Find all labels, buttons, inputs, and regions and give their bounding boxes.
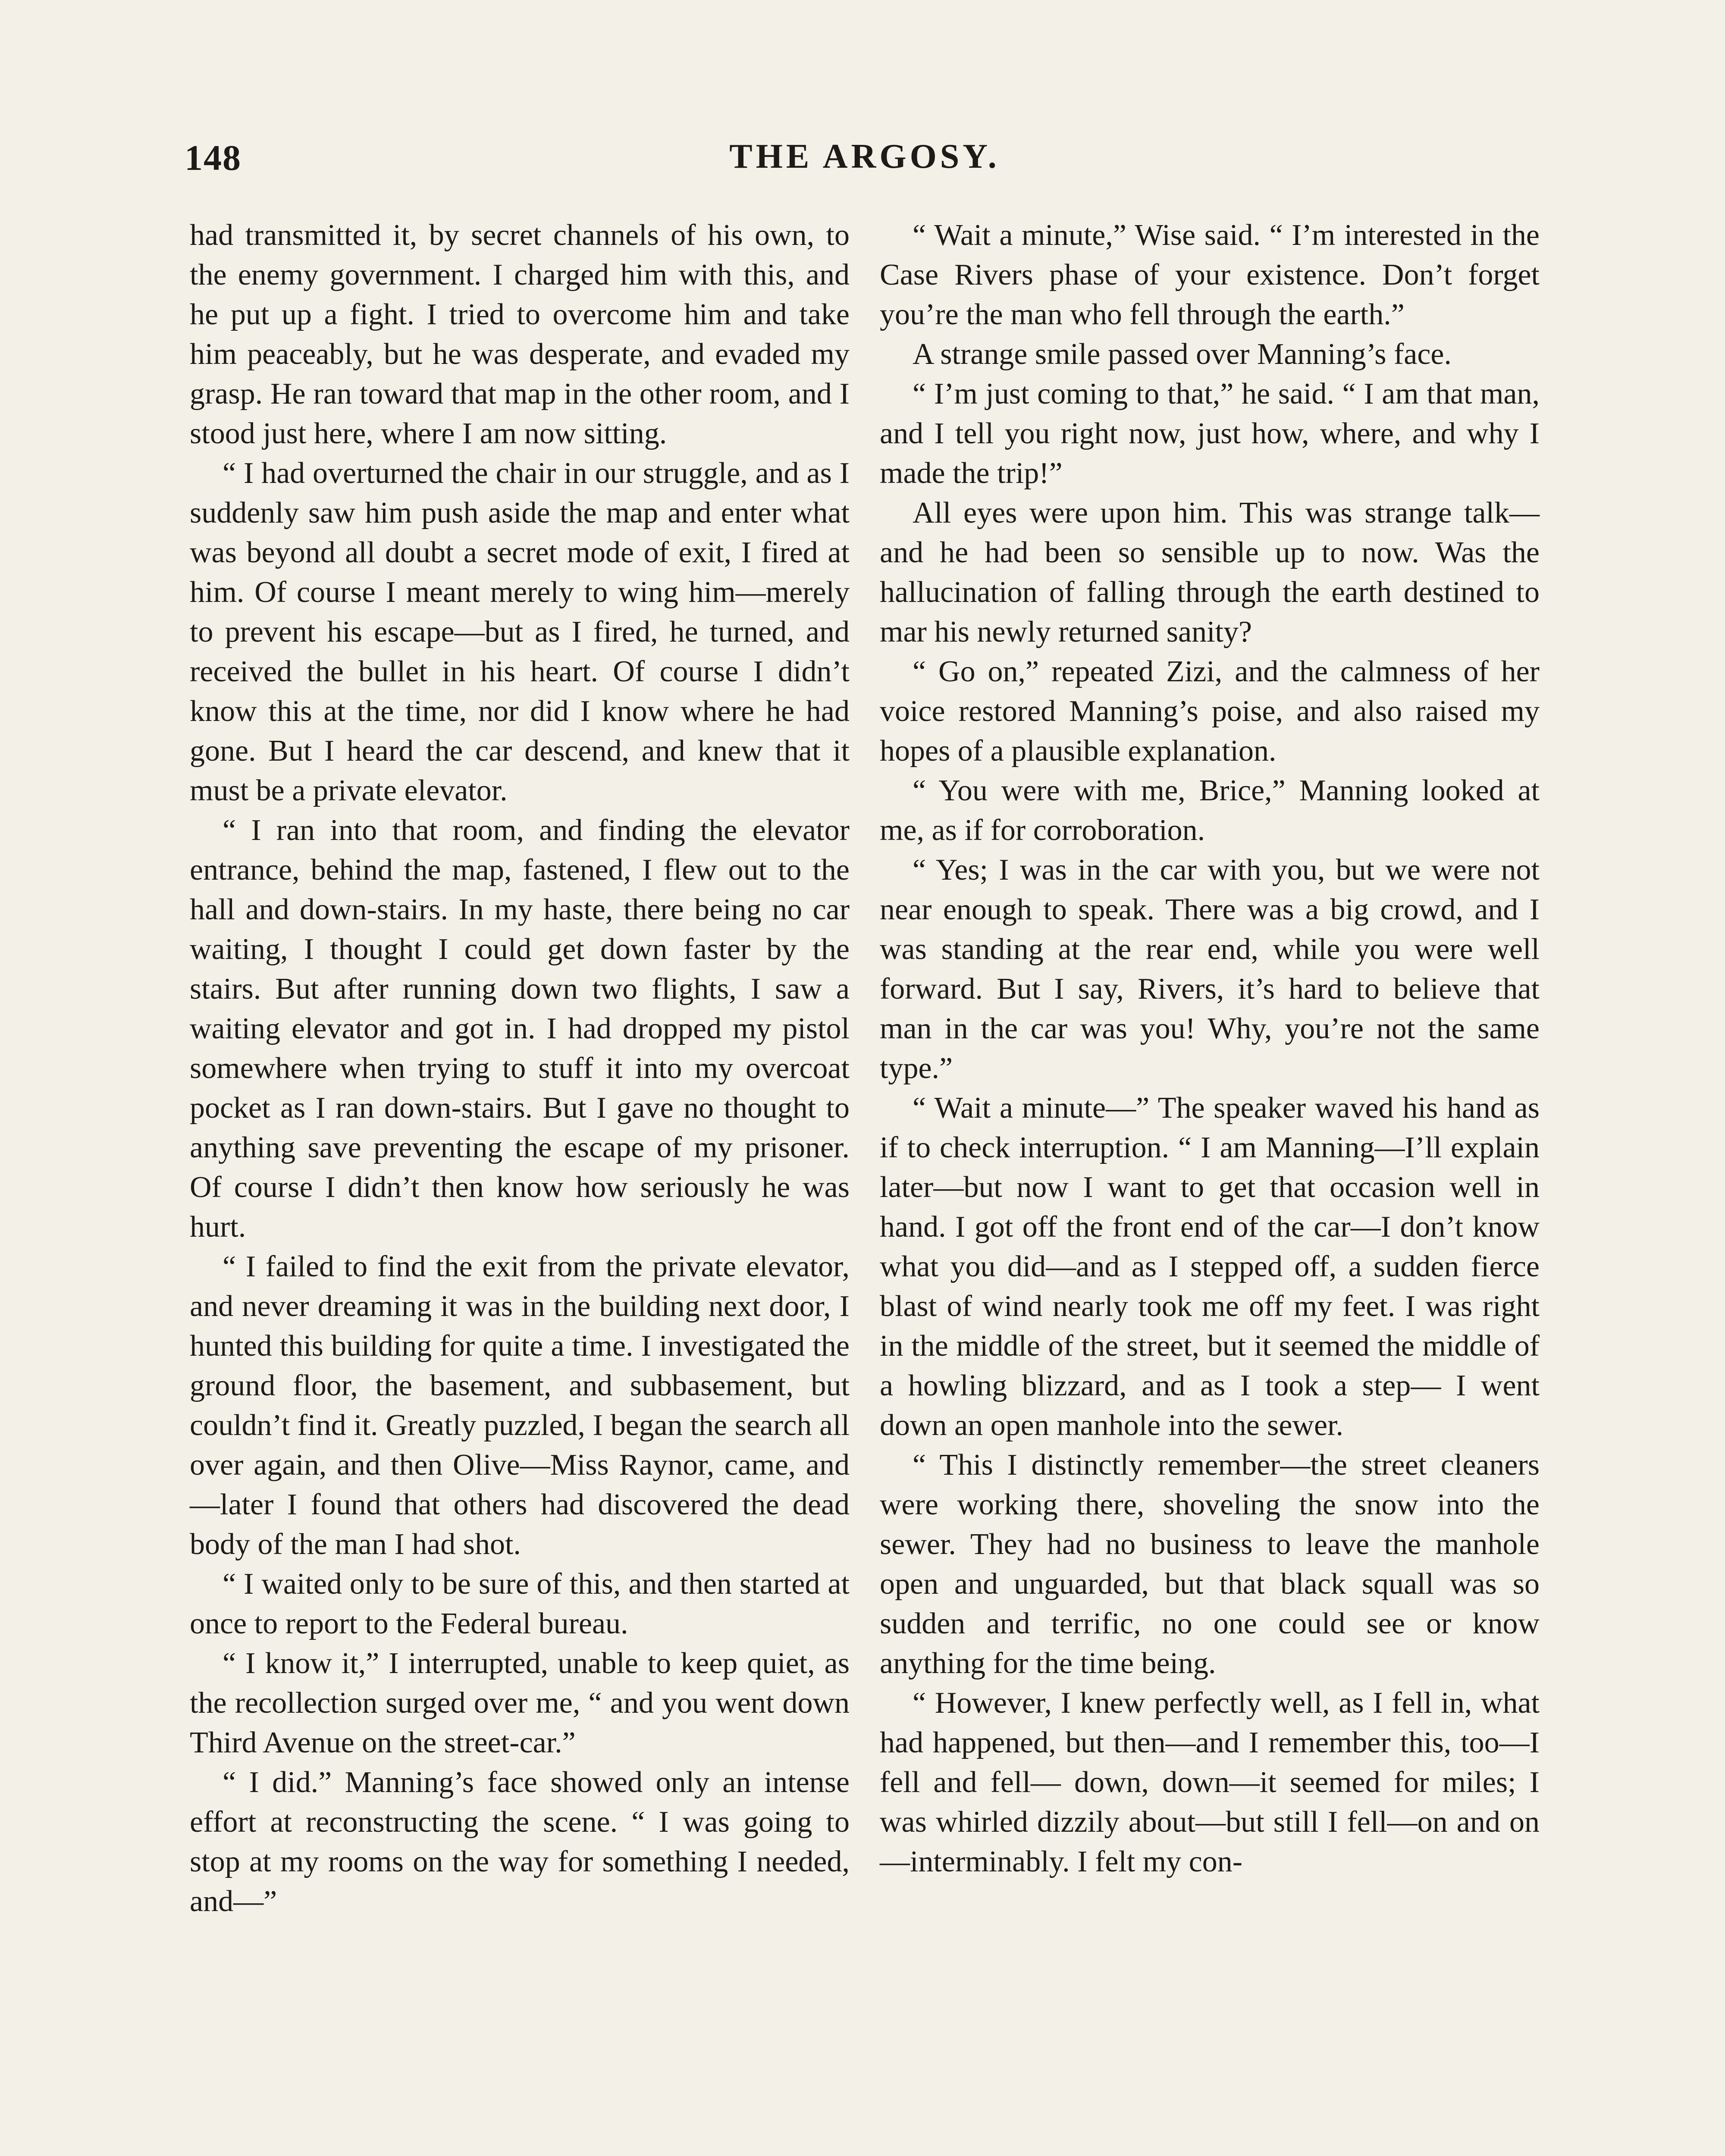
paragraph: “ I had overturned the chair in our struggle, and as I suddenly saw him push aside the map and enter what was beyond all doubt a secret mode of exit, I fired at him. Of course I meant merely to wing him—merely to prevent his escape—but as I fired, he turned, and received the bullet in his heart. Of course I didn’t know this at the time, nor did I know where he had gone. But I heard the car descend, and knew that it must be a private elevator. [190, 457, 850, 807]
paragraph: “ Wait a minute,” Wise said. “ I’m interested in the Case Rivers phase of your existence. Don’t forget you’re the man who fell through the earth.” [880, 219, 1540, 331]
right-column [880, 216, 1540, 1882]
paragraph: “ Wait a minute—” The speaker waved his hand as if to check interruption. “ I am Manning—I’ll explain later—but now I want to get that occasion well in hand. I got off the front end of the car—I don’t know what you did—and as I stepped off, a sudden fierce blast of wind nearly took me off my feet. I was right in the middle of the street, but it seemed the middle of a howling blizzard, and as I took a step— I went down an open manhole into the sewer. [880, 1091, 1540, 1442]
running-title: THE ARGOSY. [729, 138, 1000, 175]
paragraph: had transmitted it, by secret channels of his own, to the enemy government. I charged him with this, and he put up a fight. I tried to overcome him and take him peaceably, but he was desperate, and evaded my grasp. He ran toward that map in the other room, and I stood just here, where I am now sitting. [190, 219, 850, 450]
paragraph: All eyes were upon him. This was strange talk—and he had been so sensible up to now. Was the hallucination of falling through the earth destined to mar his newly returned sanity? [880, 496, 1540, 649]
paragraph: A strange smile passed over Manning’s face. [913, 338, 1452, 371]
left-column [190, 216, 850, 1921]
paragraph: “ I’m just coming to that,” he said. “ I am that man, and I tell you right now, just how, where, and why I made the trip!” [880, 377, 1540, 490]
paragraph: “ This I distinctly remember—the street cleaners were working there, shoveling the snow into the sewer. They had no business to leave the manhole open and unguarded, but that black squall was so sudden and terrific, no one could see or know anything for the time being. [880, 1448, 1540, 1680]
paragraph: “ I waited only to be sure of this, and then started at once to report to the Federal bureau. [190, 1567, 850, 1640]
page-header [181, 137, 1548, 197]
page-number: 148 [185, 138, 242, 178]
paragraph: “ Yes; I was in the car with you, but we were not near enough to speak. There was a big crowd, and I was standing at the rear end, while you were well forward. But I say, Rivers, it’s hard to believe that man in the car was you! Why, you’re not the same type.” [880, 853, 1540, 1085]
paragraph: “ I failed to find the exit from the private elevator, and never dreaming it was in the building next door, I hunted this building for quite a time. I investigated the ground floor, the basement, and subbasement, but couldn’t find it. Greatly puzzled, I began the search all over again, and then Olive—Miss Raynor, came, and —later I found that others had discovered the dead body of the man I had shot. [190, 1250, 850, 1561]
paragraph: “ I know it,” I interrupted, unable to keep quiet, as the recollection surged over me, “ and you went down Third Avenue on the street-car.” [190, 1647, 850, 1759]
paragraph: “ I did.” Manning’s face showed only an intense effort at reconstructing the scene. “ I was going to stop at my rooms on the way for something I needed, and—” [190, 1766, 850, 1918]
paragraph: “ However, I knew perfectly well, as I fell in, what had happened, but then—and I remember this, too—I fell and fell— down, down—it seemed for miles; I was whirled dizzily about—but still I fell—on and on—interminably. I felt my con- [880, 1686, 1540, 1878]
paragraph: “ You were with me, Brice,” Manning looked at me, as if for corroboration. [880, 774, 1540, 847]
paragraph: “ I ran into that room, and finding the elevator entrance, behind the map, fastened, I flew out to the hall and down-stairs. In my haste, there being no car waiting, I thought I could get down faster by the stairs. But after running down two flights, I saw a waiting elevator and got in. I had dropped my pistol somewhere when trying to stuff it into my overcoat pocket as I ran down-stairs. But I gave no thought to anything save preventing the escape of my prisoner. Of course I didn’t then know how seriously he was hurt. [190, 814, 850, 1244]
paragraph: “ Go on,” repeated Zizi, and the calmness of her voice restored Manning’s poise, and also raised my hopes of a plausible explanation. [880, 655, 1540, 768]
